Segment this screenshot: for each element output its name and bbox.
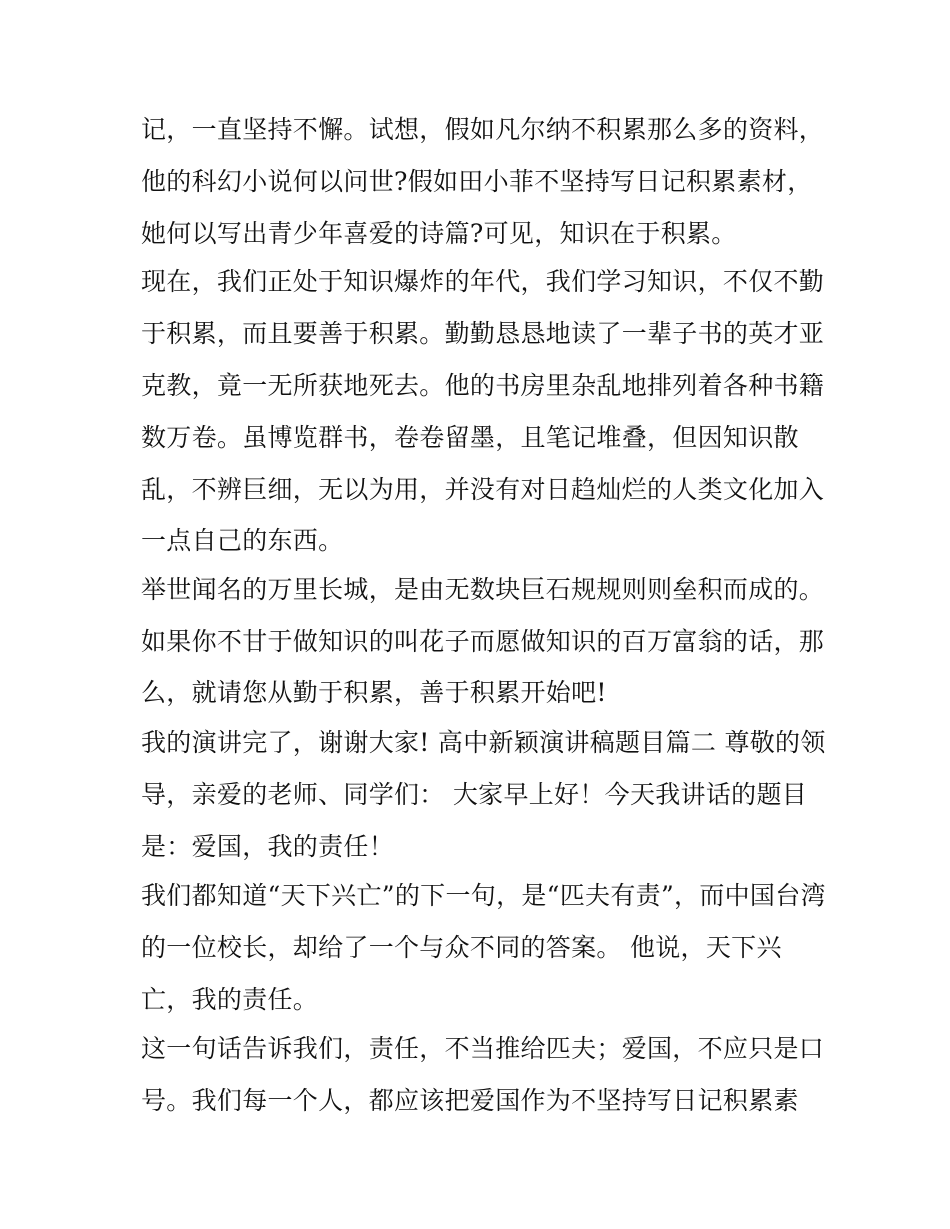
text-line: 克教，竟一无所获地死去。他的书房里杂乱地排列着各种书籍 — [141, 371, 825, 400]
text-line: 举世闻名的万里长城，是由无数块巨石规规则则垒积而成的。 — [141, 575, 825, 604]
text-line: 于积累，而且要善于积累。勤勤恳恳地读了一辈子书的英才亚 — [141, 319, 825, 348]
text-line: 她何以写出青少年喜爱的诗篇?可见，知识在于积累。 — [141, 219, 737, 248]
text-line: 如果你不甘于做知识的叫花子而愿做知识的百万富翁的话，那 — [141, 627, 825, 656]
text-line: 记，一直坚持不懈。试想，假如凡尔纳不积累那么多的资料， — [141, 115, 825, 144]
text-line: 他的科幻小说何以问世?假如田小菲不坚持写日记积累素材， — [141, 167, 813, 196]
text-line: 数万卷。虽博览群书，卷卷留墨，且笔记堆叠，但因知识散 — [141, 423, 799, 452]
text-line: 现在，我们正处于知识爆炸的年代，我们学习知识，不仅不勤 — [141, 267, 825, 296]
text-line: 我们都知道“天下兴亡”的下一句，是“匹夫有责”，而中国台湾 — [141, 881, 826, 910]
text-line: 导，亲爱的老师、同学们： 大家早上好！今天我讲话的题目 — [141, 780, 808, 809]
text-line: 亡，我的责任。 — [141, 985, 319, 1014]
text-line: 乱，不辨巨细，无以为用，并没有对日趋灿烂的人类文化加入 — [141, 475, 825, 504]
text-line: 号。我们每一个人，都应该把爱国作为不坚持写日记积累素 — [141, 1086, 799, 1115]
text-line: 一点自己的东西。 — [141, 526, 344, 555]
text-line: 是：爱国，我的责任！ — [141, 832, 395, 861]
text-line: 我的演讲完了，谢谢大家! 高中新颖演讲稿题目篇二 尊敬的领 — [141, 728, 826, 757]
text-line: 么，就请您从勤于积累，善于积累开始吧! — [141, 678, 607, 707]
text-line: 这一句话告诉我们，责任，不当推给匹夫；爱国，不应只是口 — [141, 1034, 825, 1063]
text-line: 的一位校长，却给了一个与众不同的答案。 他说，天下兴 — [141, 933, 782, 962]
